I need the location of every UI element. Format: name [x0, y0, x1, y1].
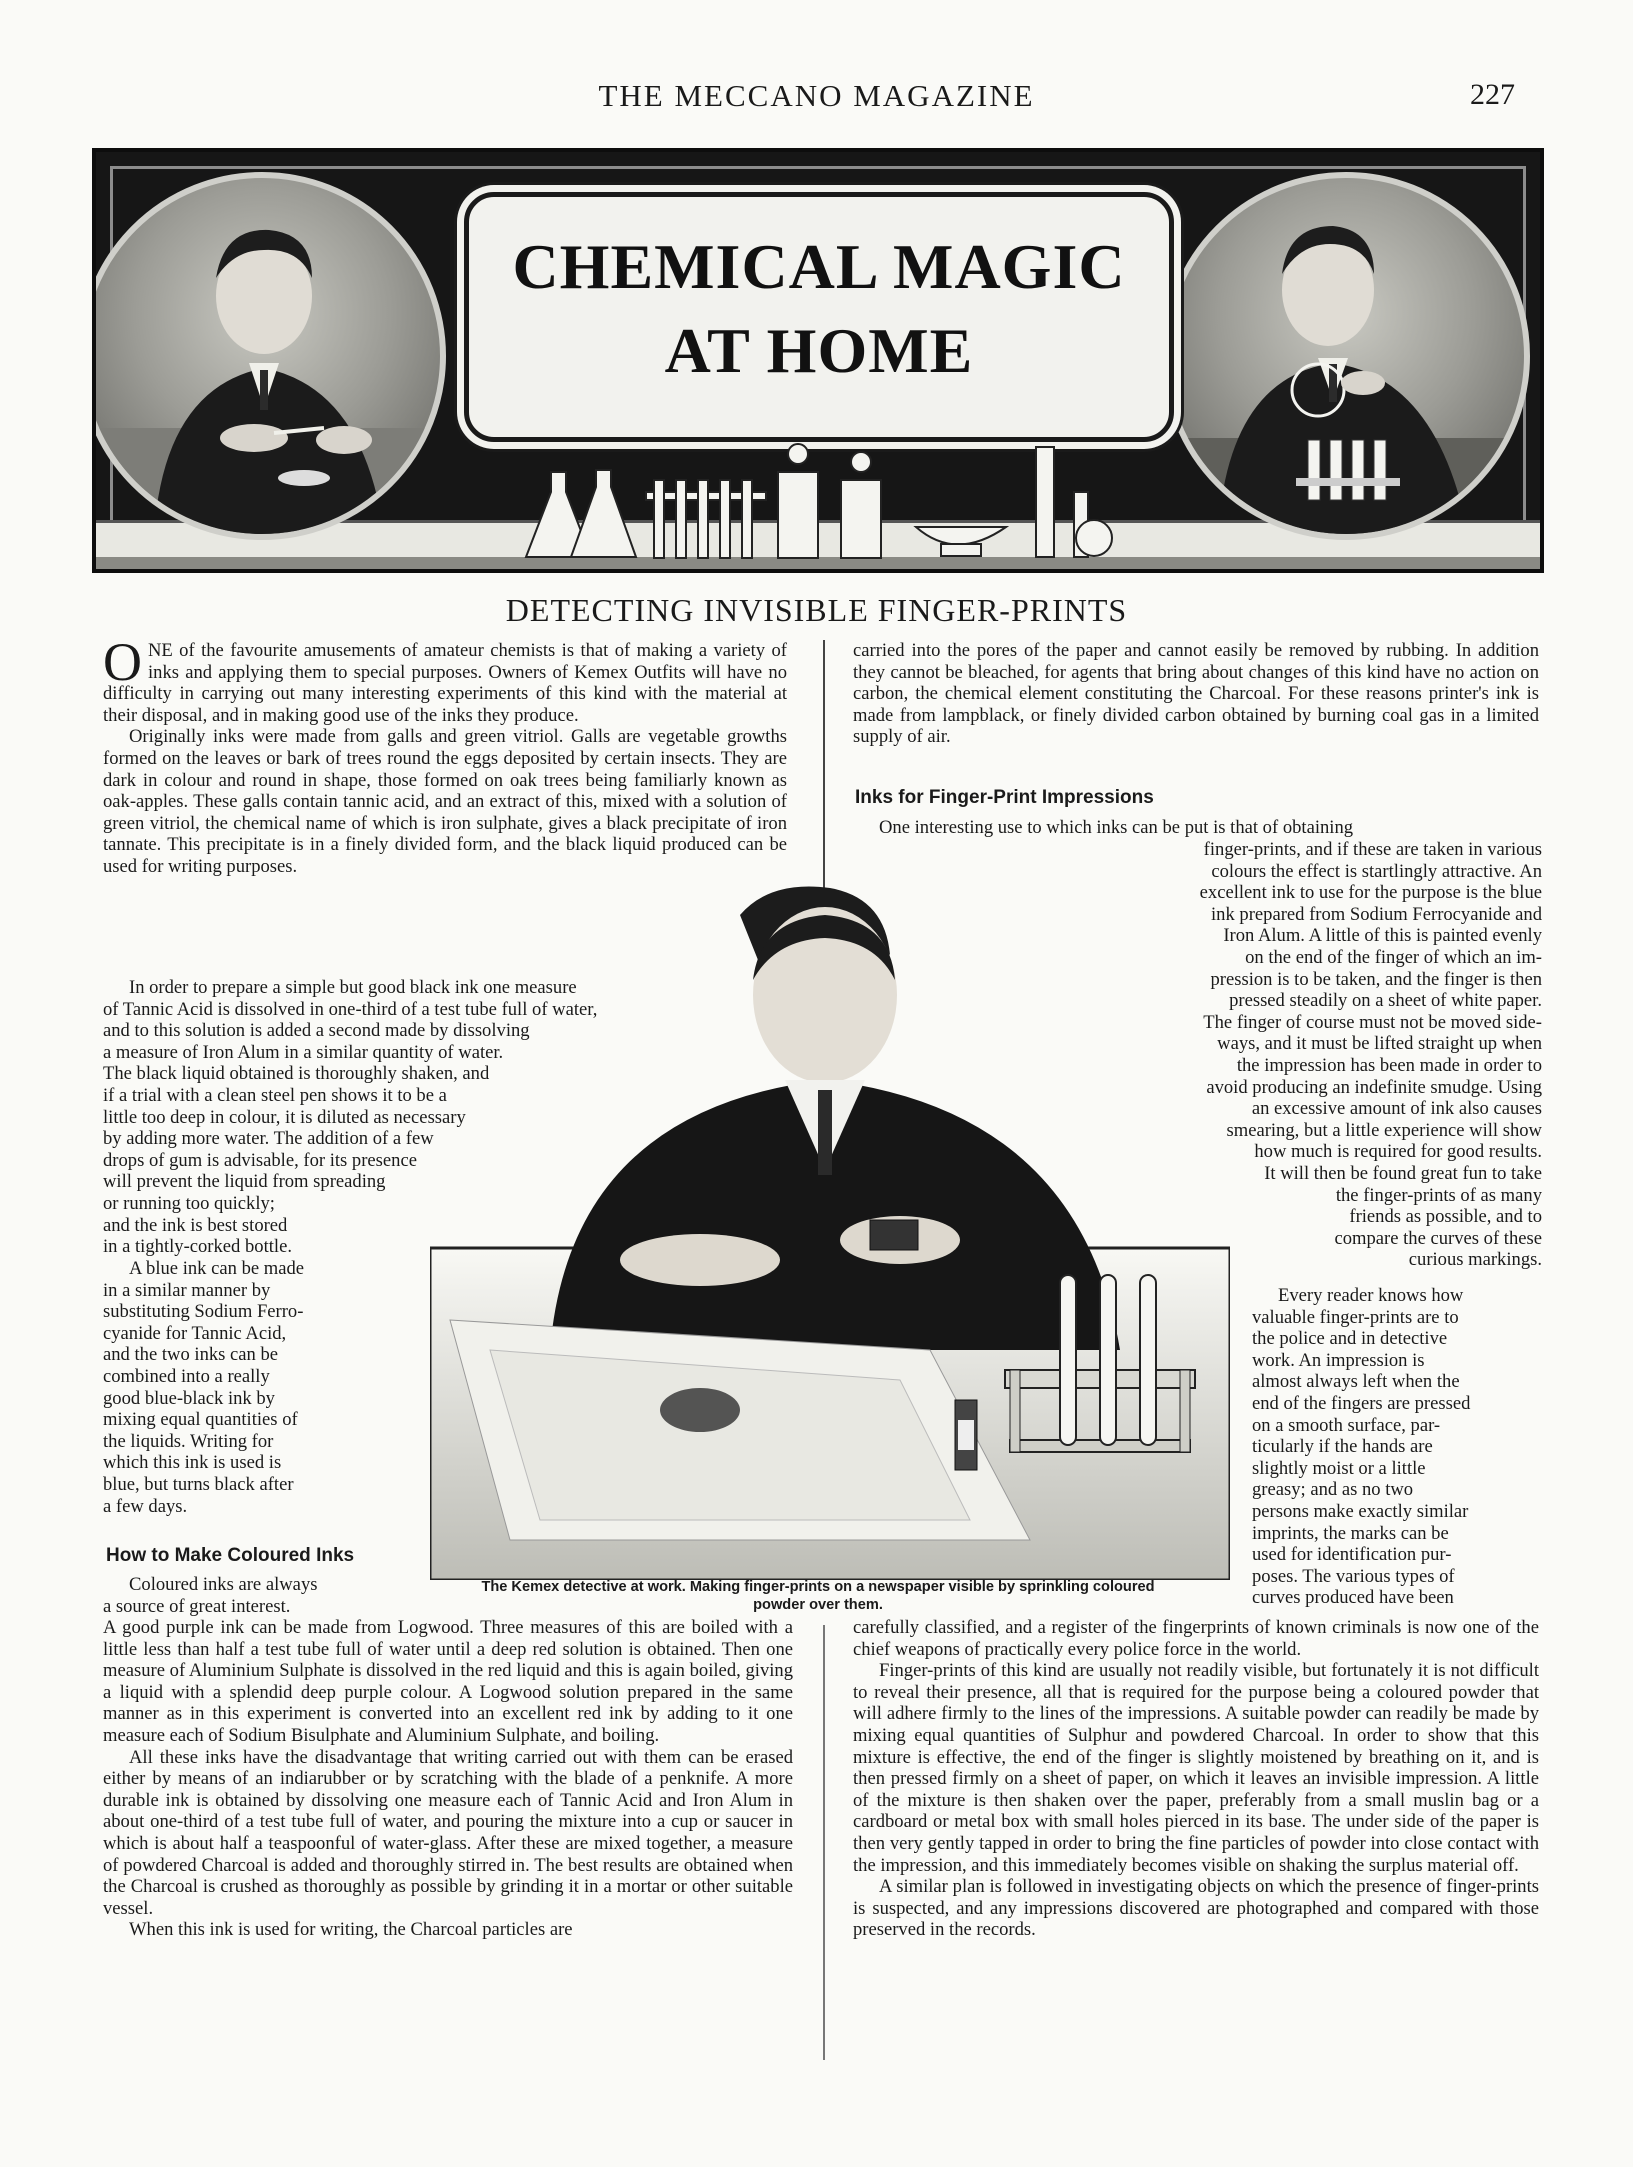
- text-line: combined into a really: [103, 1365, 270, 1387]
- text-line: avoid producing an indefinite smudge. Using: [1206, 1076, 1542, 1098]
- photo-caption: [408, 1578, 1228, 1614]
- text-line: will prevent the liquid from spreading: [103, 1171, 386, 1193]
- blue-ink-paragraph: [103, 1258, 393, 1517]
- logwood-paragraph: A good purple ink can be made from Logwood. Three measures of this are boiled with a little less than half a test tube full of water until a deep red solution is obtained. Then one measure of Aluminium Sulphate is dissolved in the red liquid and this is again boiled, giving a liquid with a splendid deep purple colour. A Logwood solution prepared in the same manner as in this experiment is converted into an excellent red ink by adding to it one measure each of Sodium Bisulphate and Aluminium Sulphate, and boiling.: [103, 1617, 793, 1746]
- text-line: on a smooth surface, par-: [1252, 1414, 1441, 1436]
- text-line: A blue ink can be made: [129, 1258, 305, 1279]
- text-line: work. An impression is: [1252, 1349, 1425, 1371]
- text-line: the police and in detective: [1252, 1328, 1448, 1350]
- boy-dusting-newspaper-illustration: [430, 880, 1230, 1580]
- text-line: Every reader knows how: [1278, 1285, 1464, 1306]
- text-line: drops of gum is advisable, for its presence: [103, 1149, 417, 1171]
- photo-caption-line2: powder over them.: [753, 1597, 883, 1613]
- text-line: imprints, the marks can be: [1252, 1522, 1449, 1544]
- text-line: and the two inks can be: [103, 1344, 279, 1366]
- running-title: THE MECCANO MAGAZINE: [598, 78, 1035, 113]
- title-banner: [92, 148, 1544, 573]
- text-line: poses. The various types of: [1252, 1565, 1455, 1587]
- left-portrait-photo: [92, 172, 446, 540]
- text-line: finger-prints, and if these are taken in various: [1203, 839, 1542, 860]
- text-line: blue, but turns black after: [103, 1473, 294, 1495]
- column-divider-top: [823, 640, 825, 910]
- text-line: excellent ink to use for the purpose is the blue: [1199, 882, 1542, 904]
- left-column-top: [103, 632, 787, 878]
- text-line: It will then be found great fun to take: [1264, 1162, 1542, 1184]
- coloured-inks-heading: How to Make Coloured Inks: [106, 1545, 355, 1566]
- register-paragraph: carefully classified, and a register of the fingerprints of known criminals is now one of the chief weapons of practically every police force in the world.: [853, 1617, 1539, 1660]
- text-line: the liquids. Writing for: [103, 1430, 274, 1452]
- text-line: compare the curves of these: [1334, 1227, 1542, 1249]
- dropcap-letter: O: [103, 632, 142, 692]
- text-line: cyanide for Tannic Acid,: [103, 1322, 287, 1344]
- text-line: a few days.: [103, 1495, 188, 1517]
- text-line: ticularly if the hands are: [1252, 1436, 1433, 1458]
- investigation-paragraph: A similar plan is followed in investigating objects on which the presence of finger-prints is suspected, and any impressions discovered are photographed and compared with those preserved in the records.: [853, 1876, 1539, 1941]
- text-line: which this ink is used is: [103, 1452, 282, 1474]
- text-line: of Tannic Acid is dissolved in one-third of a test tube full of water,: [103, 998, 598, 1020]
- text-line: if a trial with a clean steel pen shows it to be a: [103, 1084, 447, 1106]
- text-line: valuable finger-prints are to: [1252, 1306, 1459, 1328]
- text-line: The black liquid obtained is thoroughly shaken, and: [103, 1063, 490, 1085]
- text-line: curves produced have been: [1252, 1587, 1454, 1609]
- text-line: almost always left when the: [1252, 1371, 1460, 1393]
- text-line: how much is required for good results.: [1254, 1141, 1542, 1163]
- intro-paragraph-text: NE of the favourite amusements of amateur chemists is that of making a variety of inks and applying them to special purposes. Owners of Kemex Outfits will have no difficulty in carrying out many interesting experiments of this kind with the material at their disposal, and in making good use of the inks they produce.: [103, 640, 787, 726]
- text-line: or running too quickly;: [103, 1192, 275, 1214]
- text-line: slightly moist or a little: [1252, 1457, 1426, 1479]
- text-line: Coloured inks are always: [129, 1574, 318, 1595]
- text-line: the finger-prints of as many: [1335, 1184, 1542, 1206]
- text-line: ways, and it must be lifted straight up when: [1217, 1033, 1542, 1055]
- text-line: pressed steadily on a sheet of white paper.: [1229, 990, 1542, 1012]
- boy-with-pen-illustration: [92, 178, 440, 534]
- text-line: persons make exactly similar: [1252, 1500, 1469, 1522]
- finger-print-paragraph-first-line: [853, 817, 1539, 839]
- text-line: curious markings.: [1408, 1249, 1542, 1271]
- photo-caption-line1: The Kemex detective at work. Making finger-prints on a newspaper visible by sprinkling coloured: [481, 1579, 1155, 1595]
- left-column-bottom: [103, 1617, 793, 1941]
- text-line: In order to prepare a simple but good black ink one measure: [129, 977, 577, 998]
- text-line: ink prepared from Sodium Ferrocyanide and: [1211, 903, 1542, 925]
- text-line: by adding more water. The addition of a few: [103, 1128, 434, 1150]
- galls-paragraph: Originally inks were made from galls and green vitriol. Galls are vegetable growths formed on the leaves or bark of trees round the eggs deposited by certain insects. They are dark in colour and round in shape, those formed on oak trees being familiarly known as oak-apples. These galls contain tannic acid, and an extract of this, mixed with a solution of green vitriol, the chemical name of which is iron sulphate, gives a black precipitate of iron tannate. This precipitate is in a finely divided form, and the black liquid produced can be used for writing purposes.: [103, 726, 787, 877]
- text-line: a measure of Iron Alum in a similar quantity of water.: [103, 1041, 504, 1063]
- coloured-inks-intro: [103, 1574, 403, 1617]
- text-line: friends as possible, and to: [1349, 1206, 1542, 1228]
- right-column-bottom: [853, 1617, 1539, 1941]
- text-line: used for identification pur-: [1252, 1544, 1452, 1566]
- text-line: smearing, but a little experience will show: [1226, 1119, 1542, 1141]
- text-line: little too deep in colour, it is diluted as necessary: [103, 1106, 466, 1128]
- text-line: on the end of the finger of which an im-: [1245, 946, 1542, 968]
- text-line: and the ink is best stored: [103, 1214, 288, 1236]
- text-line: substituting Sodium Ferro-: [103, 1301, 304, 1323]
- text-line: a source of great interest.: [103, 1595, 291, 1617]
- text-line: an excessive amount of ink also causes: [1251, 1098, 1542, 1120]
- text-line: end of the fingers are pressed: [1252, 1392, 1471, 1414]
- text-line: greasy; and as no two: [1252, 1479, 1414, 1501]
- page-number: 227: [1470, 78, 1515, 111]
- durable-ink-paragraph: All these inks have the disadvantage that writing carried out with them can be erased either by means of an indiarubber or by scratching with the blade of a penknife. A more durable ink is obtained by dissolving one measure each of Tannic Acid and Iron Alum in about one-third of a test tube full of water, and pouring the mixture into a cup or saucer in which is about half a teaspoonful of water-glass. After these are mixed together, a measure of powdered Charcoal is added and thoroughly stirred in. The best results are obtained when the Charcoal is crushed as thoroughly as possible by grinding it in a mortar or other suitable vessel.: [103, 1746, 793, 1919]
- text-line: Iron Alum. A little of this is painted evenly: [1223, 925, 1542, 947]
- banner-title-line2: AT HOME: [664, 315, 974, 386]
- text-line: mixing equal quantities of: [103, 1409, 298, 1431]
- text-line: the impression has been made in order to: [1236, 1054, 1542, 1076]
- text-line: One interesting use to which inks can be put is that of obtaining: [879, 817, 1354, 838]
- carbon-paragraph: carried into the pores of the paper and cannot easily be removed by rubbing. In addition they cannot be bleached, for agents that bring about changes of this kind have no action on carbon, the chemical element constituting the Charcoal. For these reasons printer's ink is made from lampblack, or finely divided carbon obtained by burning coal gas in a limited supply of air.: [853, 640, 1539, 748]
- detective-photograph: [430, 880, 1230, 1600]
- column-divider-bottom: [823, 1625, 825, 2060]
- text-line: in a similar manner by: [103, 1279, 271, 1301]
- text-line: colours the effect is startlingly attractive. An: [1211, 860, 1542, 882]
- text-line: and to this solution is added a second made by dissolving: [103, 1020, 530, 1042]
- charcoal-paragraph: When this ink is used for writing, the Charcoal particles are: [129, 1919, 573, 1941]
- powder-paragraph: Finger-prints of this kind are usually not readily visible, but fortunately it is not difficult to reveal their presence, all that is required for the purpose being a coloured powder that will adhere firmly to the lines of the impressions. A suitable powder can readily be made by mixing equal quantities of Sulphur and powdered Charcoal. In order to show that this mixture is effective, the end of the finger is slightly moistened by breathing on it, and is then pressed firmly on a sheet of paper, on which it leaves an invisible impression. A little of the mixture is then shaken over the paper, preferably from a small muslin bag or a cardboard or metal box with small holes pierced in its base. The under side of the paper is then very gently tapped in order to bring the fine particles of powder into close contact with the impression, and this immediately becomes visible on shaking the surplus material off.: [853, 1660, 1539, 1876]
- article-heading: DETECTING INVISIBLE FINGER-PRINTS: [505, 592, 1128, 628]
- text-line: pression is to be taken, and the finger is then: [1210, 968, 1542, 990]
- text-line: The finger of course must not be moved side-: [1203, 1011, 1542, 1033]
- banner-title-line1: CHEMICAL MAGIC: [512, 231, 1126, 302]
- glassware-row-illustration: [496, 432, 1256, 562]
- text-line: good blue-black ink by: [103, 1387, 275, 1409]
- finger-print-inks-heading: Inks for Finger-Print Impressions: [855, 787, 1154, 808]
- right-column-top: [853, 640, 1539, 748]
- title-plaque: [464, 192, 1174, 442]
- text-line: in a tightly-corked bottle.: [103, 1236, 292, 1258]
- intro-paragraph: [103, 632, 787, 726]
- police-paragraph-wrapped: [1252, 1285, 1542, 1609]
